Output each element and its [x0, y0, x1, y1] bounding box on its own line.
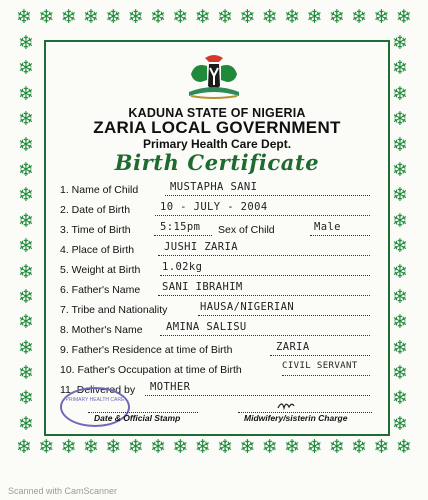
snowflake-icon: ❄	[392, 133, 408, 156]
snowflake-icon: ❄	[261, 6, 278, 28]
scanner-watermark: Scanned with CamScanner	[8, 486, 118, 496]
snowflake-icon: ❄	[373, 436, 390, 458]
snowflake-icon: ❄	[83, 436, 99, 458]
snowflake-icon: ❄	[217, 436, 234, 458]
snowflake-icon: ❄	[18, 285, 34, 308]
border-left	[18, 34, 34, 434]
snowflake-icon: ❄	[18, 184, 34, 207]
border-top	[16, 8, 412, 27]
midwife-signature	[276, 398, 296, 412]
snowflake-icon: ❄	[60, 6, 77, 28]
snowflake-icon: ❄	[127, 436, 144, 458]
field-value: SANI IBRAHIM	[162, 281, 243, 293]
snowflake-icon: ❄	[18, 362, 34, 385]
snowflake-icon: ❄	[105, 6, 122, 28]
snowflake-icon: ❄	[351, 6, 368, 28]
field-value: 1.02kg	[162, 261, 203, 273]
midwife-label: Midwifery/sisterin Charge	[244, 413, 348, 423]
snowflake-icon: ❄	[18, 387, 34, 410]
lga-heading: ZARIA LOCAL GOVERNMENT	[93, 118, 341, 137]
field-value: AMINA SALISU	[166, 321, 247, 333]
sex-value: Male	[314, 221, 341, 233]
snowflake-icon: ❄	[150, 436, 166, 458]
field-label: 5. Weight at Birth	[60, 264, 141, 276]
snowflake-icon: ❄	[18, 336, 34, 359]
snowflake-icon: ❄	[373, 6, 390, 28]
snowflake-icon: ❄	[172, 436, 189, 458]
snowflake-icon: ❄	[392, 336, 408, 359]
snowflake-icon: ❄	[392, 108, 408, 131]
state-heading: KADUNA STATE OF NIGERIA	[128, 106, 306, 120]
snowflake-icon: ❄	[16, 6, 32, 28]
snowflake-icon: ❄	[38, 436, 55, 458]
border-bottom	[16, 438, 412, 457]
snowflake-icon: ❄	[18, 32, 34, 54]
snowflake-icon: ❄	[284, 6, 301, 28]
snowflake-icon: ❄	[18, 82, 34, 105]
field-label: 10. Father's Occupation at time of Birth	[60, 364, 242, 376]
snowflake-icon: ❄	[83, 6, 99, 28]
field-label: 9. Father's Residence at time of Birth	[60, 344, 233, 356]
stamp-text: PRIMARY HEALTH CARE	[65, 397, 125, 403]
snowflake-icon: ❄	[392, 285, 408, 308]
snowflake-icon: ❄	[392, 209, 408, 232]
snowflake-icon: ❄	[306, 6, 323, 28]
snowflake-icon: ❄	[18, 412, 34, 435]
snowflake-icon: ❄	[105, 436, 122, 458]
snowflake-icon: ❄	[328, 6, 345, 28]
snowflake-icon: ❄	[351, 436, 368, 458]
snowflake-icon: ❄	[217, 6, 234, 28]
field-label: 1. Name of Child	[60, 184, 139, 196]
snowflake-icon: ❄	[392, 311, 408, 334]
field-label: 2. Date of Birth	[60, 204, 131, 216]
snowflake-icon: ❄	[392, 387, 408, 410]
field-label: 6. Father's Name	[60, 284, 141, 296]
sex-label: Sex of Child	[218, 224, 275, 236]
snowflake-icon: ❄	[306, 436, 323, 458]
snowflake-icon: ❄	[172, 6, 189, 28]
certificate-title: Birth Certificate	[114, 150, 320, 175]
snowflake-icon: ❄	[18, 57, 34, 80]
snowflake-icon: ❄	[328, 436, 345, 458]
snowflake-icon: ❄	[239, 6, 256, 28]
snowflake-icon: ❄	[194, 436, 211, 458]
field-value: JUSHI ZARIA	[164, 241, 238, 253]
field-value: 10 - JULY - 2004	[160, 201, 268, 213]
snowflake-icon: ❄	[395, 6, 412, 28]
snowflake-icon: ❄	[392, 362, 408, 385]
snowflake-icon: ❄	[18, 235, 34, 258]
snowflake-icon: ❄	[127, 6, 144, 28]
snowflake-icon: ❄	[18, 158, 34, 181]
coat-of-arms-icon	[179, 52, 249, 102]
snowflake-icon: ❄	[392, 184, 408, 207]
field-label: 8. Mother's Name	[60, 324, 143, 336]
field-label: 11. Delivered by	[60, 384, 136, 396]
snowflake-icon: ❄	[18, 209, 34, 232]
field-value: MUSTAPHA SANI	[170, 181, 258, 193]
snowflake-icon: ❄	[194, 6, 211, 28]
snowflake-icon: ❄	[18, 311, 34, 334]
snowflake-icon: ❄	[392, 260, 408, 283]
snowflake-icon: ❄	[392, 57, 408, 80]
department-heading: Primary Health Care Dept.	[142, 137, 292, 151]
field-value: HAUSA/NIGERIAN	[200, 301, 295, 313]
snowflake-icon: ❄	[395, 436, 412, 458]
snowflake-icon: ❄	[392, 32, 408, 54]
snowflake-icon: ❄	[239, 436, 256, 458]
snowflake-icon: ❄	[60, 436, 77, 458]
snowflake-icon: ❄	[18, 108, 34, 131]
snowflake-icon: ❄	[392, 412, 408, 435]
snowflake-icon: ❄	[261, 436, 278, 458]
border-right	[392, 34, 408, 434]
snowflake-icon: ❄	[18, 260, 34, 283]
snowflake-icon: ❄	[18, 133, 34, 156]
field-label: 4. Place of Birth	[60, 244, 135, 256]
sex-row	[218, 224, 318, 236]
field-label: 3. Time of Birth	[60, 224, 131, 236]
field-label: 7. Tribe and Nationality	[60, 304, 168, 316]
snowflake-icon: ❄	[16, 436, 32, 458]
snowflake-icon: ❄	[392, 158, 408, 181]
field-value: CIVIL SERVANT	[282, 361, 358, 371]
field-value: ZARIA	[276, 341, 310, 353]
field-value: MOTHER	[150, 381, 191, 393]
stamp-label: Date & Official Stamp	[94, 413, 181, 423]
snowflake-icon: ❄	[392, 235, 408, 258]
snowflake-icon: ❄	[284, 436, 301, 458]
field-value: 5:15pm	[160, 221, 201, 233]
snowflake-icon: ❄	[392, 82, 408, 105]
snowflake-icon: ❄	[38, 6, 55, 28]
snowflake-icon: ❄	[150, 6, 166, 28]
